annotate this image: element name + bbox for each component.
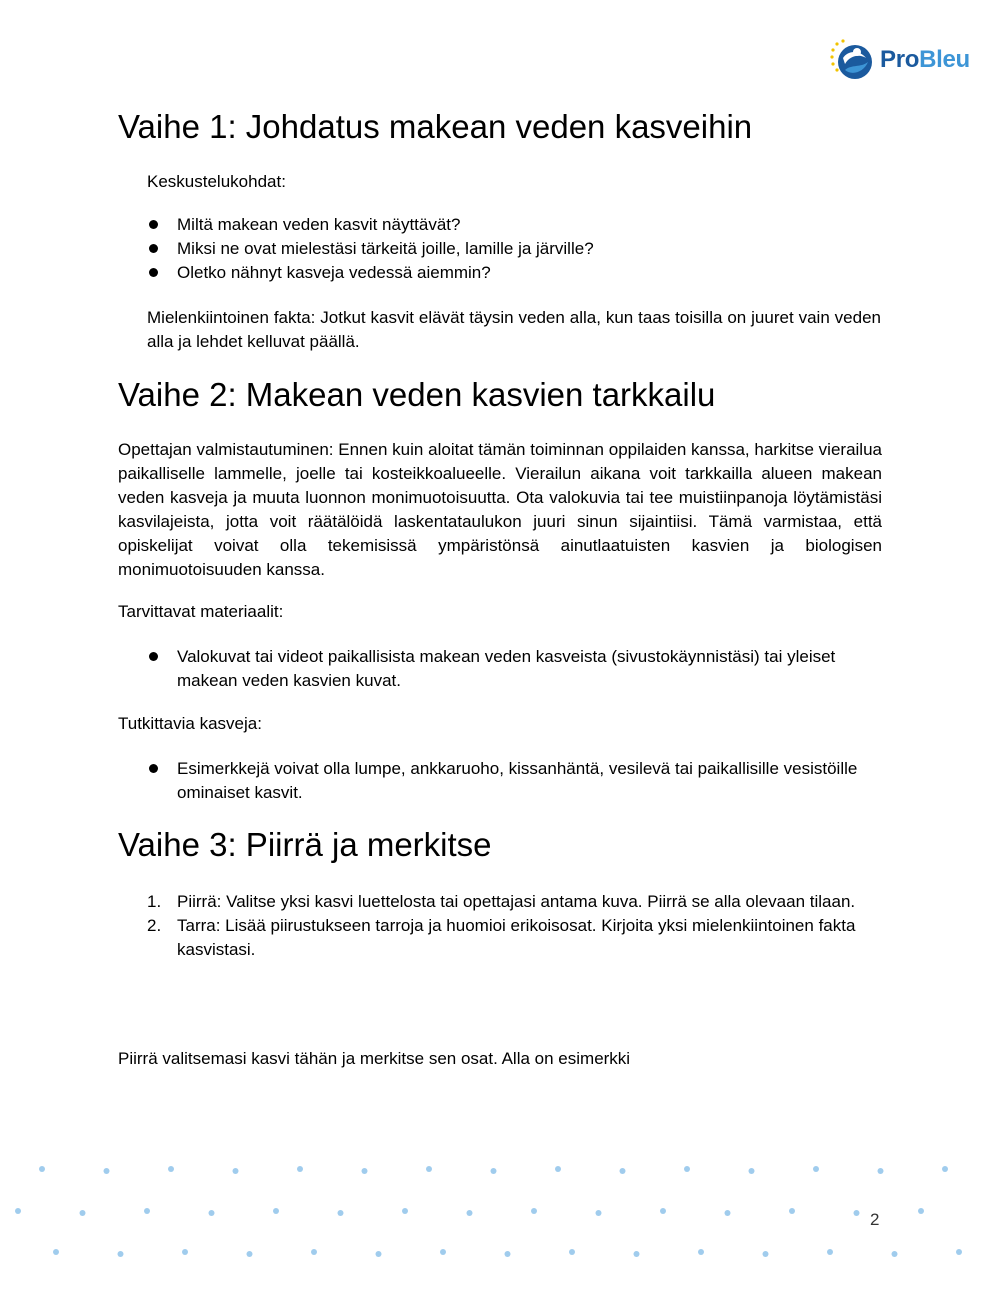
decorative-dot	[634, 1251, 640, 1257]
probleu-logo	[830, 38, 980, 82]
plants-label: Tutkittavia kasveja:	[118, 714, 262, 733]
step-number: 2.	[147, 916, 162, 935]
decorative-dot	[698, 1249, 704, 1255]
list-item	[147, 890, 887, 914]
plants-list	[147, 757, 887, 805]
decorative-dot	[620, 1168, 626, 1174]
decorative-dot	[956, 1249, 962, 1255]
decorative-dot	[878, 1168, 884, 1174]
decorative-dot	[942, 1166, 948, 1172]
decorative-dot	[892, 1251, 898, 1257]
decorative-dot	[467, 1210, 473, 1216]
section1-intro: Keskustelukohdat:	[147, 172, 286, 191]
step-text: Piirrä: Valitse yksi kasvi luettelosta tai opettajasi antama kuva. Piirrä se alla olevaan tilaan.	[177, 892, 856, 911]
decorative-dot	[918, 1208, 924, 1214]
decorative-dot	[789, 1208, 795, 1214]
list-item: Esimerkkejä voivat olla lumpe, ankkaruoho, kissanhäntä, vesilevä tai paikallisille vesistöille ominaiset kasvit.	[147, 757, 887, 805]
decorative-dot	[854, 1210, 860, 1216]
step-text: Tarra: Lisää piirustukseen tarroja ja huomioi erikoisosat. Kirjoita yksi mielenkiintoinen fakta kasvistasi.	[177, 916, 856, 959]
section2-teacher-prep: Opettajan valmistautuminen: Ennen kuin aloitat tämän toiminnan oppilaiden kanssa, harkitse vierailua paikalliselle lammelle, joelle tai kosteikkoalueelle. Vierailun aikana voit tarkkailla alueen makean veden kasveja ja muuta luonnon monimuotoisuutta. Ota valokuvia tai tee muistiinpanoja löytämistäsi kasvilajeista, jotta voit räätälöidä laskentataulukon juuri sinun sijaintiisi. Tämä varmistaa, että opiskelijat voivat olla tekemisissä ympäristönsä ainutlaatuisten kasvien ja biologisen monimuotoisuuden kanssa.	[118, 440, 882, 579]
decorative-dot	[311, 1249, 317, 1255]
logo-wordmark	[880, 46, 970, 74]
probleu-logo-icon	[830, 38, 876, 82]
decorative-dot	[402, 1208, 408, 1214]
decorative-dot	[376, 1251, 382, 1257]
materials-list	[147, 645, 887, 693]
list-item: Oletko nähnyt kasveja vedessä aiemmin?	[147, 261, 887, 285]
decorative-dot	[660, 1208, 666, 1214]
decorative-dot	[491, 1168, 497, 1174]
materials-label: Tarvittavat materiaalit:	[118, 602, 284, 621]
decorative-dot	[684, 1166, 690, 1172]
section2-heading: Vaihe 2: Makean veden kasvien tarkkailu	[118, 376, 716, 413]
decorative-dot	[118, 1251, 124, 1257]
decorative-dot	[297, 1166, 303, 1172]
decorative-dot	[505, 1251, 511, 1257]
section3-steps	[147, 890, 887, 962]
list-item: Miltä makean veden kasvit näyttävät?	[147, 213, 887, 237]
decorative-dot	[531, 1208, 537, 1214]
decorative-dot	[440, 1249, 446, 1255]
decorative-dot	[763, 1251, 769, 1257]
decorative-dot	[569, 1249, 575, 1255]
decorative-dot	[104, 1168, 110, 1174]
step-number: 1.	[147, 892, 162, 911]
list-item	[147, 914, 887, 962]
decorative-dot	[596, 1210, 602, 1216]
decorative-dot	[80, 1210, 86, 1216]
decorative-dot	[53, 1249, 59, 1255]
decorative-dot	[247, 1251, 253, 1257]
decorative-dot	[39, 1166, 45, 1172]
list-item: Valokuvat tai videot paikallisista makean veden kasveista (sivustokäynnistäsi) tai yleiset makean veden kasvien kuvat.	[147, 645, 887, 693]
logo-pro-text: Pro	[880, 46, 920, 73]
decorative-dot	[209, 1210, 215, 1216]
section1-bullet-list	[147, 213, 887, 285]
decorative-dot	[827, 1249, 833, 1255]
decorative-dot	[426, 1166, 432, 1172]
section1-fact: Mielenkiintoinen fakta: Jotkut kasvit elävät täysin veden alla, kun taas toisilla on juuret vain veden alla ja lehdet kelluvat päällä.	[147, 308, 881, 351]
decorative-dot	[813, 1166, 819, 1172]
decorative-dot	[749, 1168, 755, 1174]
decorative-dot	[555, 1166, 561, 1172]
section3-closing: Piirrä valitsemasi kasvi tähän ja merkitse sen osat. Alla on esimerkki	[118, 1049, 631, 1068]
decorative-dot	[144, 1208, 150, 1214]
page-number: 2	[870, 1210, 880, 1229]
decorative-dot	[338, 1210, 344, 1216]
decorative-dot	[362, 1168, 368, 1174]
decorative-dot	[725, 1210, 731, 1216]
decorative-dot	[233, 1168, 239, 1174]
decorative-dot	[168, 1166, 174, 1172]
list-item: Miksi ne ovat mielestäsi tärkeitä joille, lamille ja järville?	[147, 237, 887, 261]
decorative-dots	[0, 1150, 1000, 1280]
logo-bleu-text: Bleu	[919, 46, 970, 73]
section3-heading: Vaihe 3: Piirrä ja merkitse	[118, 826, 492, 863]
decorative-dot	[15, 1208, 21, 1214]
decorative-dot	[182, 1249, 188, 1255]
decorative-dot	[273, 1208, 279, 1214]
section1-heading: Vaihe 1: Johdatus makean veden kasveihin	[118, 108, 753, 145]
